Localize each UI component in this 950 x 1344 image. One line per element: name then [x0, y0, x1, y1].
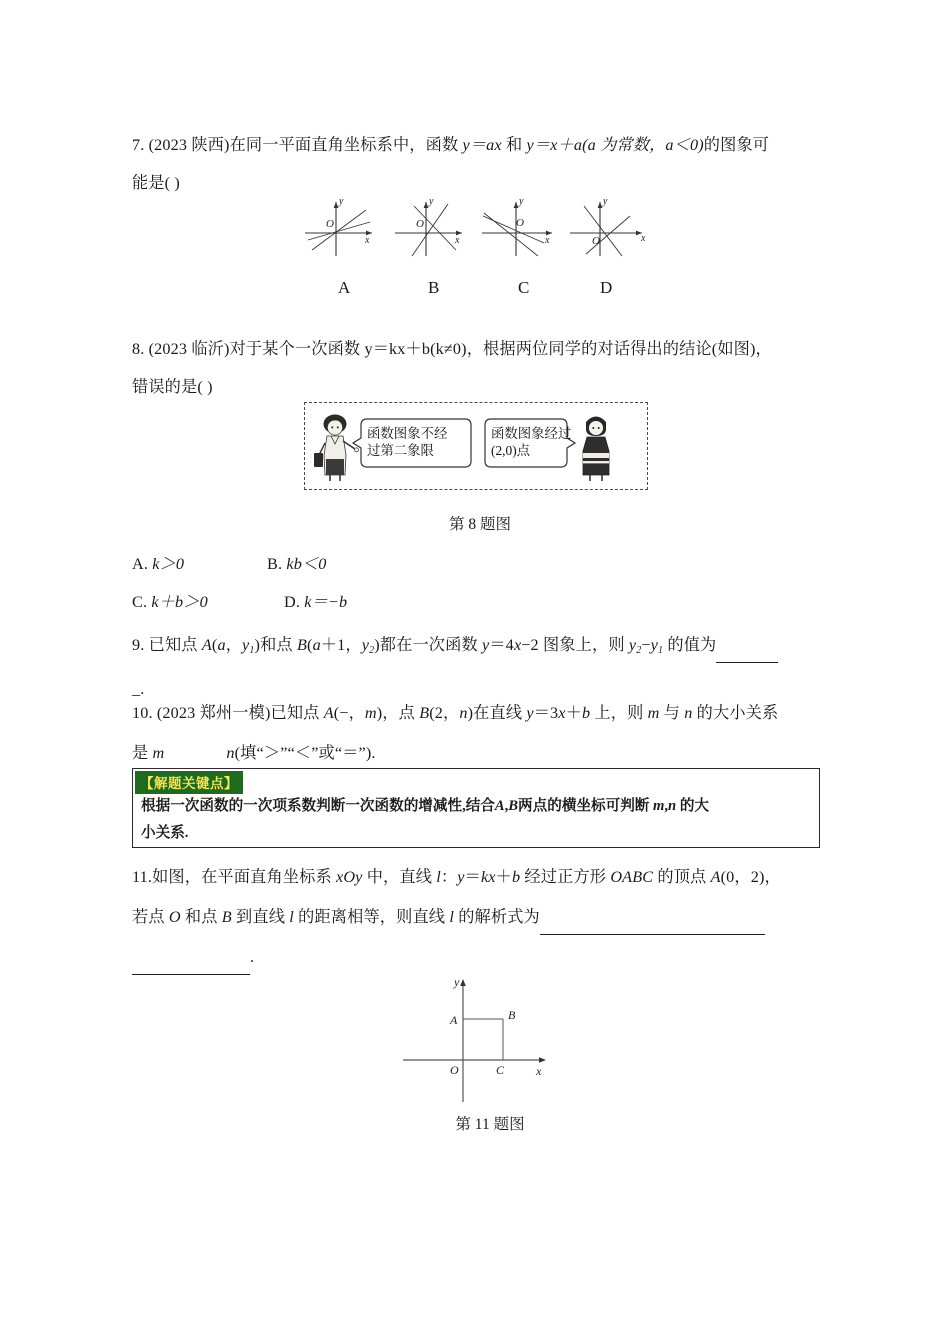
figure-b-x-label: x [455, 235, 460, 246]
problem-8-option-c [132, 583, 284, 621]
problem-8-option-row-1 [132, 545, 822, 583]
problem-8-option-c-text: k＋b＞0 [151, 593, 208, 611]
problem-8-option-c-label: C. [132, 593, 148, 611]
problem-7-option-labels [300, 278, 680, 302]
problem-8-line-2: 错误的是( ) [132, 378, 213, 396]
problem-8-option-a [132, 545, 267, 583]
problem-7-option-figures [300, 188, 680, 268]
left-bubble-line-2: 过第二象限 [367, 443, 434, 458]
problem-9-answer-blank[interactable] [716, 624, 778, 663]
figure-b-origin-label: O [416, 218, 424, 230]
figure-11-caption: 第 11 题图 [455, 1116, 525, 1133]
figure-option-b [395, 202, 462, 256]
figure-11-x-axis-label: x [536, 1064, 542, 1078]
problem-8-option-a-label: A. [132, 555, 149, 573]
right-bubble-line-2: (2,0)点 [491, 443, 531, 458]
figure-a-x-label: x [365, 235, 370, 246]
figure-d-y-label: y [603, 196, 608, 207]
figure-8-caption: 第 8 题图 [448, 516, 511, 533]
keypoint-box-tag: 【解题关键点】 [135, 771, 243, 794]
problem-7-line-1 [132, 126, 822, 164]
problem-8-option-b [267, 555, 327, 573]
figure-b-y-label: y [429, 196, 434, 207]
problem-8-option-row-2 [132, 583, 822, 621]
figure-11-label-a: A [450, 1013, 458, 1027]
figure-a-y-label: y [339, 196, 344, 207]
keypoint-box [132, 768, 820, 848]
problem-11-line-3: . [132, 936, 822, 976]
problem-8-dialogue-figure [304, 402, 648, 490]
problem-7-condition: (a 为常数，a＜0) [582, 136, 704, 154]
problem-7-function-1: y＝ax [462, 136, 502, 154]
problem-7-text-prefix: 7. (2023 陕西)在同一平面直角坐标系中，函数 [132, 136, 463, 154]
problem-8 [132, 330, 822, 406]
problem-11-answer-blank-2[interactable] [132, 936, 250, 975]
keypoint-line-2: 小关系. [141, 825, 189, 841]
problem-8-option-b-text: kb＜0 [286, 555, 327, 573]
problem-11-line-1: 11.如图，在平面直角坐标系 xOy 中，直线 l：y＝kx＋b 经过正方形 OABC 的顶点 A(0，2)， [132, 868, 781, 886]
figure-a-origin-label: O [326, 218, 334, 230]
left-bubble-text [367, 425, 467, 459]
keypoint-line-1: 根据一次函数的一次项系数判断一次函数的增减性,结合A,B两点的横坐标可判断 m,n 的大 [141, 798, 710, 814]
figure-11-y-axis-label: y [454, 975, 460, 989]
keypoint-box-body [141, 793, 813, 847]
problem-9-line-2: _. [132, 679, 145, 698]
problem-10-line-2: 是 m n(填“＞”“＜”或“＝”). [132, 732, 822, 772]
problem-7-conj: 和 [501, 136, 527, 154]
girl-student-icon [314, 415, 359, 482]
problem-8-options [132, 545, 822, 621]
left-bubble-line-1: 函数图象不经 [367, 426, 448, 441]
problem-7-function-2: y＝x＋a [526, 136, 583, 154]
figure-c-origin-label: O [516, 217, 524, 229]
problem-11-figure [378, 972, 598, 1107]
figure-option-d [570, 202, 642, 256]
problem-9-line-1: 9. 已知点 A(a，$y_1$)和点 B(a＋1，$y_2$)都在一次函数 y＝4x−2 图象上，则 $y_2-y_1$ 的值为 [132, 624, 822, 670]
problem-7-text-suffix: 的图象可 [703, 136, 770, 154]
problem-9-point-a: A [201, 636, 212, 654]
problem-10 [132, 694, 822, 772]
option-label-b: B [428, 278, 440, 297]
problem-10-line-1: 10. (2023 郑州一模)已知点 A(−，m)，点 B(2，n)在直线 y＝3x＋b 上，则 m 与 n 的大小关系 [132, 704, 779, 722]
option-label-d: D [600, 278, 613, 297]
right-bubble-line-1: 函数图象经过 [491, 426, 572, 441]
problem-9-function: y [482, 636, 490, 654]
problem-8-option-b-label: B. [267, 555, 283, 573]
figure-c-x-label: x [545, 235, 550, 246]
figure-option-c [482, 202, 552, 256]
dialogue-illustration [305, 403, 649, 491]
figure-option-a [305, 202, 372, 256]
problem-8-option-d-label: D. [284, 593, 301, 611]
problem-8-line-1: 8. (2023 临沂)对于某个一次函数 y＝kx＋b(k≠0)，根据两位同学的对话得出的结论(如图)， [132, 340, 772, 358]
problem-8-option-d [284, 593, 347, 611]
option-label-a: A [338, 278, 351, 297]
problem-8-option-a-text: k＞0 [152, 555, 185, 573]
problem-10-answer-blank[interactable] [164, 732, 226, 771]
problem-8-option-d-text: k＝−b [304, 593, 348, 611]
figure-11-label-o: O [450, 1063, 459, 1077]
figure-11-label-b: B [508, 1008, 516, 1022]
problem-11 [132, 858, 822, 976]
figure-d-origin-label: O [592, 235, 600, 247]
problem-9-point-b: B [296, 636, 308, 654]
problem-11-answer-blank-1[interactable] [540, 896, 765, 935]
problem-7-line-2: 能是( ) [132, 174, 180, 192]
problem-11-line-2: 若点 O 和点 B 到直线 l 的距离相等，则直线 l 的解析式为 [132, 896, 822, 936]
right-bubble-text [491, 425, 591, 459]
figure-c-y-label: y [519, 196, 524, 207]
option-label-c: C [518, 278, 530, 297]
figure-11-label-c: C [496, 1063, 505, 1077]
figure-d-x-label: x [641, 233, 646, 244]
